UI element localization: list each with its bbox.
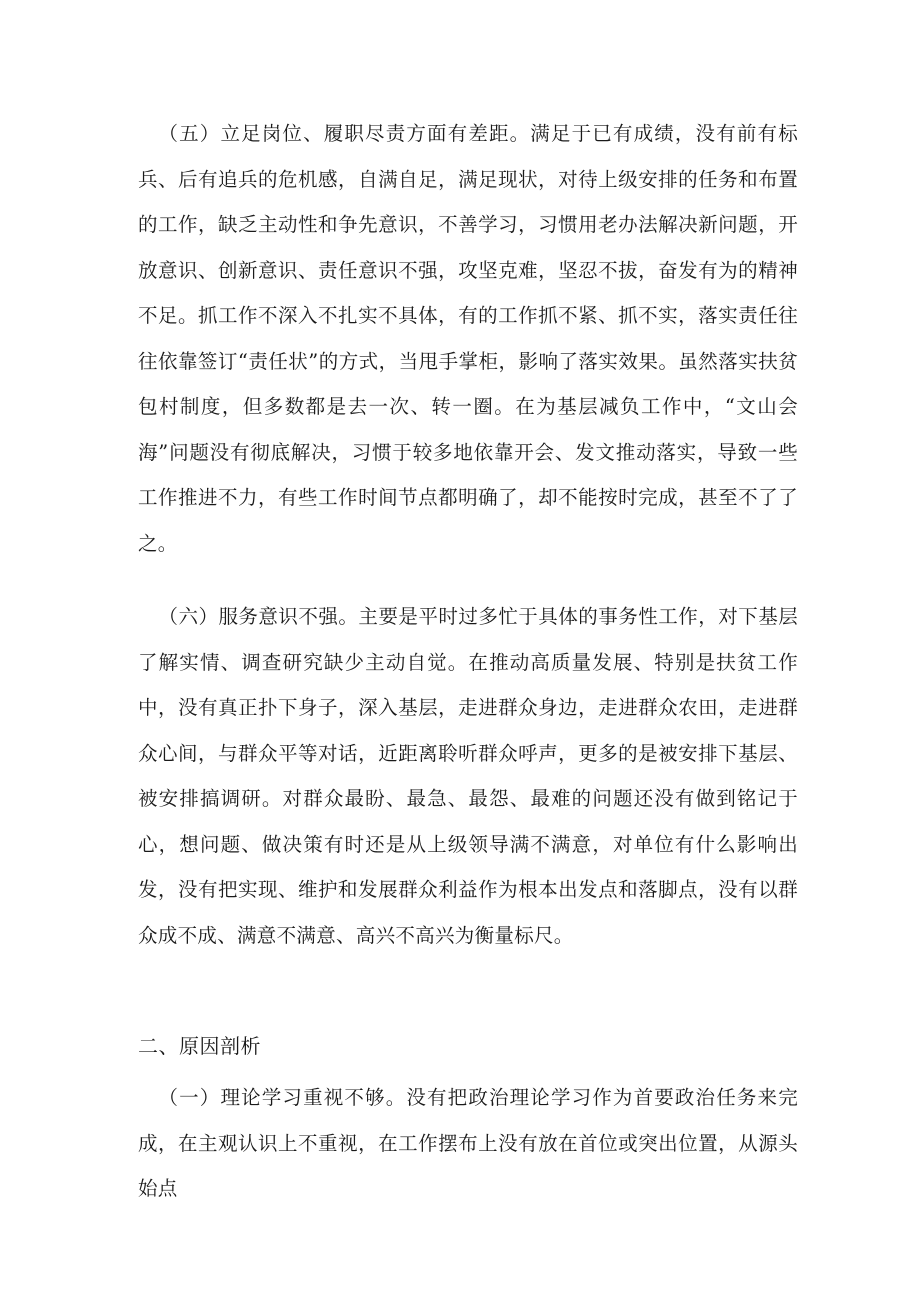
paragraph-reason-one: （一）理论学习重视不够。没有把政治理论学习作为首要政治任务来完成，在主观认识上不重视，在工作摆布上没有放在首位或突出位置，从源头始点 xyxy=(138,1086,798,1200)
paragraph-five: （五）立足岗位、履职尽责方面有差距。满足于已有成绩，没有前有标兵、后有追兵的危机感，自满自足，满足现状，对待上级安排的任务和布置的工作，缺乏主动性和争先意识，不善学习，习惯用老办法解决新问题，开放意识、创新意识、责任意识不强，攻坚克难，坚忍不拔，奋发有为的精神不足。抓工作不深入不扎实不具体，有的工作抓不紧、抓不实，落实责任往往依靠签订“责任状”的方式，当甩手掌柜，影响了落实效果。虽然落实扶贫包村制度，但多数都是去一次、转一圈。在为基层减负工作中，“文山会海”问题没有彻底解决，习惯于较多地依靠开会、发文推动落实，导致一些工作推进不力，有些工作时间节点都明确了，却不能按时完成，甚至不了了之。 xyxy=(138,122,798,555)
paragraph-six: （六）服务意识不强。主要是平时过多忙于具体的事务性工作，对下基层了解实情、调查研究缺少主动自觉。在推动高质量发展、特别是扶贫工作中，没有真正扑下身子，深入基层，走进群众身边，走进群众农田，走进群众心间，与群众平等对话，近距离聆听群众呼声，更多的是被安排下基层、被安排搞调研。对群众最盼、最急、最怨、最难的问题还没有做到铭记于心，想问题、做决策有时还是从上级领导满不满意，对单位有什么影响出发，没有把实现、维护和发展群众利益作为根本出发点和落脚点，没有以群众成不成、满意不满意、高兴不高兴为衡量标尺。 xyxy=(138,605,798,947)
section-heading-cause-analysis: 二、原因剖析 xyxy=(138,1034,261,1058)
